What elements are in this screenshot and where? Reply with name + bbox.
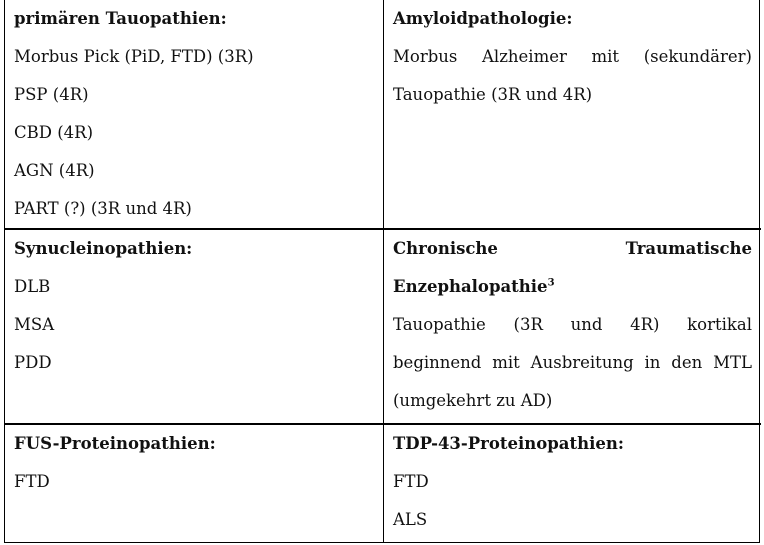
heading-amyloid-pathology: Amyloidpathologie: <box>393 9 573 28</box>
heading-synucleinopathies: Synucleinopathien: <box>14 239 193 258</box>
cell-synucleinopathies <box>5 228 384 423</box>
list-item: PSP (4R) <box>14 85 89 104</box>
list-item: FTD <box>393 472 429 491</box>
list-item: AGN (4R) <box>14 161 95 180</box>
heading-cte-line1: Chronische Traumatische <box>393 239 752 258</box>
list-item: PART (?) (3R und 4R) <box>14 199 192 218</box>
list-item: PDD <box>14 353 52 372</box>
classification-table <box>4 0 760 543</box>
text-line: beginnend mit Ausbreitung in den MTL <box>393 353 752 372</box>
text-line: Tauopathie (3R und 4R) kortikal <box>393 315 752 334</box>
heading-primary-tauopathies: primären Tauopathien: <box>14 9 227 28</box>
list-item: ALS <box>393 510 428 529</box>
cell-tdp43-proteinopathies <box>384 423 761 543</box>
list-item: MSA <box>14 315 55 334</box>
heading-cte-text: Enzephalopathie <box>393 277 548 296</box>
list-item: FTD <box>14 472 50 491</box>
list-item: CBD (4R) <box>14 123 94 142</box>
heading-cte-line2 <box>393 268 752 306</box>
list-item: DLB <box>14 277 51 296</box>
cell-primary-tauopathies <box>5 0 384 228</box>
text-line: (umgekehrt zu AD) <box>393 391 553 410</box>
cell-fus-proteinopathies <box>5 423 384 543</box>
list-item: Morbus Pick (PiD, FTD) (3R) <box>14 47 254 66</box>
heading-tdp43-proteinopathies: TDP-43-Proteinopathien: <box>393 434 624 453</box>
text-line: Morbus Alzheimer mit (sekundärer) <box>393 47 752 66</box>
text-line: Tauopathie (3R und 4R) <box>393 85 593 104</box>
cell-amyloid-pathology <box>384 0 761 228</box>
footnote-mark: 3 <box>547 277 555 289</box>
cell-cte <box>384 228 761 423</box>
heading-fus-proteinopathies: FUS-Proteinopathien: <box>14 434 216 453</box>
